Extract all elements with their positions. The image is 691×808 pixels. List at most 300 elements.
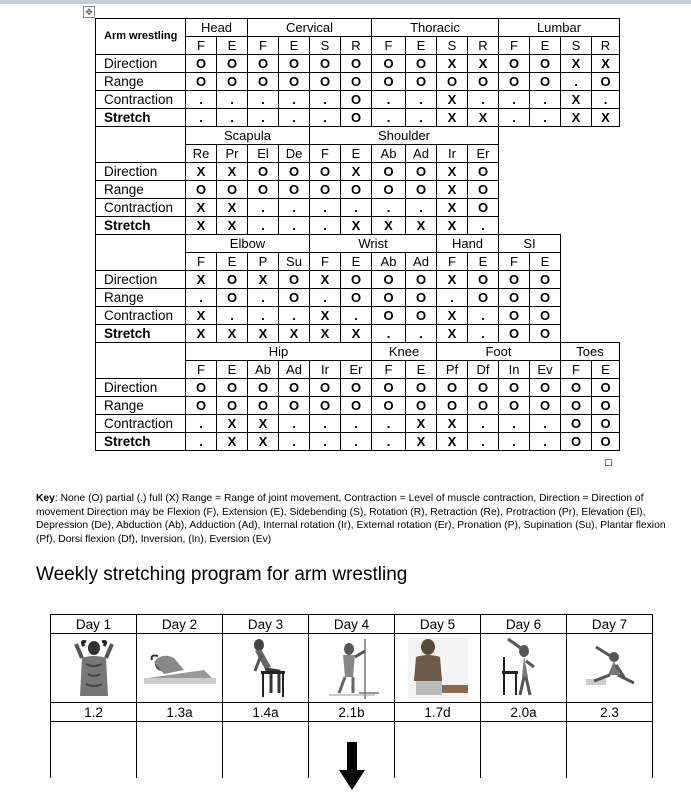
value-cell: O	[186, 55, 217, 73]
key-text: : None (O) partial (.) full (X) Range = Range of joint movement, Contraction = Level of muscle contraction, Direction = Direction of movement Direction may be Flexion (F), Extension (E), Sidebending (S), Rotation (R), Retraction (Re), Protraction (Pr), Elevation (El), Depression (De), Abduction (Ab), Adduction (Ad), Internal rotation (Ir), External rotation (Er), Pronation (P), Supination (Su), Plantar flexion (Pf), Dorsi flexion (Df), Inversion, (In), Eversion (Ev)	[36, 493, 666, 545]
value-cell: O	[217, 55, 248, 73]
value-cell: .	[437, 289, 468, 307]
column-header: Ev	[530, 361, 561, 379]
value-cell: O	[499, 397, 530, 415]
day-6-notes[interactable]	[481, 722, 567, 779]
group-header: Knee	[372, 343, 437, 361]
column-header: R	[592, 37, 620, 55]
section-2-group-row	[96, 127, 620, 145]
group-header: Hand	[437, 235, 499, 253]
column-header: R	[468, 37, 499, 55]
column-header: Df	[468, 361, 499, 379]
column-header: S	[437, 37, 468, 55]
value-cell: O	[499, 55, 530, 73]
value-cell: O	[279, 55, 310, 73]
value-cell: X	[186, 163, 217, 181]
value-cell: O	[279, 73, 310, 91]
day-1-code: 1.2	[51, 703, 137, 722]
column-header: P	[248, 253, 279, 271]
value-cell: .	[279, 109, 310, 127]
value-cell: O	[561, 433, 592, 451]
column-header: El	[248, 145, 279, 163]
column-header: F	[248, 37, 279, 55]
group-header: Elbow	[186, 235, 310, 253]
value-cell: O	[217, 271, 248, 289]
value-cell: .	[406, 199, 437, 217]
group-header: Toes	[561, 343, 620, 361]
day-4-code: 2.1b	[309, 703, 395, 722]
section-1-group-row	[96, 19, 620, 37]
value-cell: .	[372, 415, 406, 433]
value-cell: X	[437, 199, 468, 217]
value-cell: O	[310, 73, 341, 91]
stretch-figure-icon	[498, 637, 550, 699]
value-cell: .	[561, 73, 592, 91]
column-header: Ir	[437, 145, 468, 163]
stretch-figure-icon	[241, 637, 291, 699]
day-7-notes[interactable]	[567, 722, 653, 779]
blank-corner-cell	[96, 127, 186, 163]
value-cell: O	[592, 433, 620, 451]
value-cell: X	[406, 217, 437, 235]
value-cell: .	[186, 433, 217, 451]
column-header: Pf	[437, 361, 468, 379]
value-cell: X	[310, 307, 341, 325]
value-cell: .	[279, 217, 310, 235]
value-cell: X	[341, 325, 372, 343]
value-cell: .	[217, 109, 248, 127]
table-row	[96, 397, 620, 415]
table-row	[96, 433, 620, 451]
day-7-header: Day 7	[567, 615, 653, 634]
value-cell: O	[530, 55, 561, 73]
stretch-figure-icon	[580, 643, 640, 693]
table-row	[96, 55, 620, 73]
group-header: Wrist	[310, 235, 437, 253]
value-cell: O	[279, 397, 310, 415]
value-cell: O	[499, 379, 530, 397]
value-cell: .	[372, 325, 406, 343]
value-cell: O	[437, 397, 468, 415]
value-cell: O	[372, 181, 406, 199]
group-header: SI	[499, 235, 561, 253]
value-cell: O	[341, 109, 372, 127]
value-cell: X	[561, 55, 592, 73]
value-cell: .	[310, 289, 341, 307]
value-cell: X	[186, 325, 217, 343]
value-cell: O	[468, 73, 499, 91]
value-cell: .	[530, 433, 561, 451]
value-cell: .	[468, 91, 499, 109]
day-1-notes[interactable]	[51, 722, 137, 779]
value-cell: O	[186, 181, 217, 199]
key-label: Key	[36, 493, 55, 504]
row-label: Stretch	[96, 217, 186, 235]
column-header: E	[530, 253, 561, 271]
blank-corner-cell	[96, 343, 186, 379]
value-cell: O	[372, 307, 406, 325]
value-cell: .	[468, 433, 499, 451]
joint-analysis-table	[95, 18, 620, 451]
value-cell: O	[341, 271, 372, 289]
column-header: Ab	[248, 361, 279, 379]
value-cell: X	[437, 91, 468, 109]
value-cell: O	[217, 289, 248, 307]
column-header: F	[186, 253, 217, 271]
day-6-header: Day 6	[481, 615, 567, 634]
value-cell: O	[468, 289, 499, 307]
value-cell: X	[437, 415, 468, 433]
value-cell: .	[341, 433, 372, 451]
column-header: Ad	[406, 145, 437, 163]
value-cell: O	[406, 181, 437, 199]
value-cell: .	[279, 199, 310, 217]
row-label: Contraction	[96, 91, 186, 109]
day-6-photo	[481, 634, 567, 703]
value-cell: .	[499, 415, 530, 433]
column-header: F	[437, 253, 468, 271]
value-cell: O	[248, 379, 279, 397]
value-cell: O	[279, 163, 310, 181]
column-header: R	[341, 37, 372, 55]
day-3-notes[interactable]	[223, 722, 309, 779]
value-cell: .	[310, 199, 341, 217]
row-label: Direction	[96, 163, 186, 181]
value-cell: X	[561, 109, 592, 127]
value-cell: X	[437, 181, 468, 199]
stretch-figure-icon	[325, 637, 379, 699]
value-cell: O	[406, 289, 437, 307]
value-cell: O	[499, 271, 530, 289]
value-cell: O	[279, 379, 310, 397]
value-cell: O	[499, 307, 530, 325]
row-label: Range	[96, 289, 186, 307]
row-label: Range	[96, 181, 186, 199]
value-cell: .	[499, 91, 530, 109]
table-row	[96, 271, 620, 289]
value-cell: O	[499, 73, 530, 91]
key-legend	[36, 492, 666, 546]
value-cell: .	[341, 415, 372, 433]
table-resize-handle[interactable]	[605, 459, 612, 466]
value-cell: O	[406, 379, 437, 397]
value-cell: X	[592, 109, 620, 127]
value-cell: X	[437, 325, 468, 343]
value-cell: .	[310, 433, 341, 451]
value-cell: .	[530, 91, 561, 109]
day-1-photo	[51, 634, 137, 703]
column-header: Ab	[372, 145, 406, 163]
value-cell: O	[372, 271, 406, 289]
value-cell: X	[341, 217, 372, 235]
value-cell: .	[248, 91, 279, 109]
value-cell: .	[279, 91, 310, 109]
blank-corner-cell	[96, 235, 186, 271]
value-cell: O	[186, 397, 217, 415]
value-cell: X	[437, 307, 468, 325]
value-cell: X	[248, 415, 279, 433]
value-cell: O	[561, 397, 592, 415]
value-cell: .	[592, 91, 620, 109]
window-top-bar	[0, 0, 691, 4]
value-cell: O	[279, 181, 310, 199]
value-cell: .	[310, 415, 341, 433]
value-cell: .	[406, 91, 437, 109]
table-row	[96, 217, 620, 235]
group-header: Lumbar	[499, 19, 620, 37]
day-6-code: 2.0a	[481, 703, 567, 722]
value-cell: O	[406, 397, 437, 415]
value-cell: .	[279, 433, 310, 451]
row-label: Direction	[96, 271, 186, 289]
value-cell: .	[468, 325, 499, 343]
value-cell: X	[310, 325, 341, 343]
column-header: Re	[186, 145, 217, 163]
value-cell: O	[372, 379, 406, 397]
group-header: Head	[186, 19, 248, 37]
column-header: F	[499, 37, 530, 55]
day-2-code: 1.3a	[137, 703, 223, 722]
column-header: E	[279, 37, 310, 55]
day-7-photo	[567, 634, 653, 703]
value-cell: .	[186, 91, 217, 109]
day-5-notes[interactable]	[395, 722, 481, 779]
column-header: F	[372, 361, 406, 379]
value-cell: O	[217, 397, 248, 415]
value-cell: .	[341, 307, 372, 325]
program-title: Weekly stretching program for arm wrestling	[36, 564, 408, 585]
value-cell: .	[372, 433, 406, 451]
value-cell: O	[372, 55, 406, 73]
value-cell: O	[530, 307, 561, 325]
column-header: E	[530, 37, 561, 55]
column-header: F	[186, 37, 217, 55]
value-cell: O	[468, 397, 499, 415]
column-header: F	[561, 361, 592, 379]
value-cell: X	[437, 109, 468, 127]
column-header: E	[406, 37, 437, 55]
column-header: E	[592, 361, 620, 379]
row-label: Range	[96, 73, 186, 91]
row-label: Stretch	[96, 325, 186, 343]
table-move-handle-icon[interactable]: ✥	[83, 6, 95, 18]
value-cell: X	[279, 325, 310, 343]
value-cell: .	[530, 109, 561, 127]
value-cell: O	[248, 163, 279, 181]
stretch-figure-icon	[72, 638, 116, 698]
table-row	[96, 325, 620, 343]
row-label: Range	[96, 397, 186, 415]
value-cell: O	[406, 163, 437, 181]
value-cell: X	[186, 271, 217, 289]
value-cell: O	[592, 73, 620, 91]
column-header: E	[468, 253, 499, 271]
column-header: E	[217, 361, 248, 379]
value-cell: O	[468, 271, 499, 289]
column-header: Ab	[372, 253, 406, 271]
group-header: Foot	[437, 343, 561, 361]
table-row	[96, 91, 620, 109]
value-cell: O	[310, 397, 341, 415]
value-cell: .	[341, 199, 372, 217]
value-cell: O	[499, 289, 530, 307]
value-cell: X	[217, 415, 248, 433]
day-5-photo	[395, 634, 481, 703]
value-cell: .	[310, 217, 341, 235]
table-row	[96, 289, 620, 307]
group-header: Thoracic	[372, 19, 499, 37]
column-header: F	[310, 145, 341, 163]
value-cell: X	[406, 433, 437, 451]
value-cell: .	[248, 217, 279, 235]
value-cell: O	[468, 379, 499, 397]
column-header: F	[310, 253, 341, 271]
value-cell: .	[499, 433, 530, 451]
value-cell: O	[530, 397, 561, 415]
value-cell: .	[372, 199, 406, 217]
value-cell: O	[406, 55, 437, 73]
day-2-header: Day 2	[137, 615, 223, 634]
value-cell: O	[341, 91, 372, 109]
value-cell: O	[186, 73, 217, 91]
stretch-figure-icon	[144, 648, 216, 688]
value-cell: O	[530, 289, 561, 307]
value-cell: .	[248, 199, 279, 217]
value-cell: X	[468, 109, 499, 127]
value-cell: O	[468, 199, 499, 217]
value-cell: O	[592, 397, 620, 415]
column-header: Ad	[279, 361, 310, 379]
value-cell: O	[406, 307, 437, 325]
value-cell: X	[186, 307, 217, 325]
group-header: Hip	[186, 343, 372, 361]
value-cell: O	[406, 271, 437, 289]
row-label: Contraction	[96, 199, 186, 217]
value-cell: X	[437, 163, 468, 181]
table-row	[96, 379, 620, 397]
column-header: Ad	[406, 253, 437, 271]
value-cell: .	[217, 91, 248, 109]
row-label: Direction	[96, 55, 186, 73]
value-cell: X	[437, 433, 468, 451]
day-2-photo	[137, 634, 223, 703]
value-cell: X	[186, 199, 217, 217]
value-cell: .	[310, 91, 341, 109]
value-cell: O	[248, 181, 279, 199]
value-cell: X	[341, 163, 372, 181]
value-cell: O	[437, 73, 468, 91]
value-cell: O	[372, 73, 406, 91]
column-header: S	[310, 37, 341, 55]
value-cell: X	[217, 199, 248, 217]
column-header: S	[561, 37, 592, 55]
value-cell: X	[406, 415, 437, 433]
value-cell: O	[341, 289, 372, 307]
value-cell: .	[186, 289, 217, 307]
value-cell: O	[468, 163, 499, 181]
value-cell: O	[372, 397, 406, 415]
group-header: Scapula	[186, 127, 310, 145]
value-cell: X	[592, 55, 620, 73]
column-header: Ir	[310, 361, 341, 379]
value-cell: O	[341, 73, 372, 91]
column-header: Er	[341, 361, 372, 379]
value-cell: X	[468, 55, 499, 73]
day-5-header: Day 5	[395, 615, 481, 634]
value-cell: X	[437, 55, 468, 73]
value-cell: O	[217, 181, 248, 199]
section-3-group-row	[96, 235, 620, 253]
value-cell: .	[279, 307, 310, 325]
column-header: F	[186, 361, 217, 379]
value-cell: X	[248, 325, 279, 343]
value-cell: .	[468, 307, 499, 325]
value-cell: O	[341, 55, 372, 73]
value-cell: X	[248, 433, 279, 451]
row-label: Stretch	[96, 433, 186, 451]
day-1-header: Day 1	[51, 615, 137, 634]
value-cell: X	[437, 271, 468, 289]
value-cell: .	[248, 289, 279, 307]
group-header: Shoulder	[310, 127, 499, 145]
column-header: E	[217, 253, 248, 271]
day-4-header: Day 4	[309, 615, 395, 634]
column-header: In	[499, 361, 530, 379]
value-cell: .	[186, 415, 217, 433]
column-header: F	[372, 37, 406, 55]
value-cell: O	[592, 415, 620, 433]
value-cell: .	[530, 415, 561, 433]
value-cell: O	[341, 181, 372, 199]
value-cell: X	[561, 91, 592, 109]
value-cell: O	[310, 181, 341, 199]
value-cell: X	[217, 433, 248, 451]
value-cell: O	[310, 163, 341, 181]
row-label: Contraction	[96, 415, 186, 433]
value-cell: O	[186, 379, 217, 397]
value-cell: .	[310, 109, 341, 127]
day-7-code: 2.3	[567, 703, 653, 722]
value-cell: O	[406, 73, 437, 91]
value-cell: O	[530, 73, 561, 91]
value-cell: .	[406, 109, 437, 127]
value-cell: O	[530, 271, 561, 289]
table-row	[96, 163, 620, 181]
row-label: Contraction	[96, 307, 186, 325]
value-cell: O	[372, 289, 406, 307]
value-cell: O	[592, 379, 620, 397]
value-cell: O	[341, 379, 372, 397]
day-3-code: 1.4a	[223, 703, 309, 722]
section-4-group-row	[96, 343, 620, 361]
value-cell: X	[437, 217, 468, 235]
row-label: Stretch	[96, 109, 186, 127]
column-header: F	[499, 253, 530, 271]
value-cell: O	[248, 73, 279, 91]
value-cell: O	[372, 163, 406, 181]
column-header: E	[217, 37, 248, 55]
table-row	[96, 307, 620, 325]
value-cell: O	[310, 379, 341, 397]
value-cell: O	[217, 73, 248, 91]
value-cell: O	[530, 325, 561, 343]
value-cell: O	[499, 325, 530, 343]
value-cell: O	[468, 181, 499, 199]
group-header: Cervical	[248, 19, 372, 37]
table-row	[96, 109, 620, 127]
column-header: E	[341, 145, 372, 163]
day-2-notes[interactable]	[137, 722, 223, 779]
